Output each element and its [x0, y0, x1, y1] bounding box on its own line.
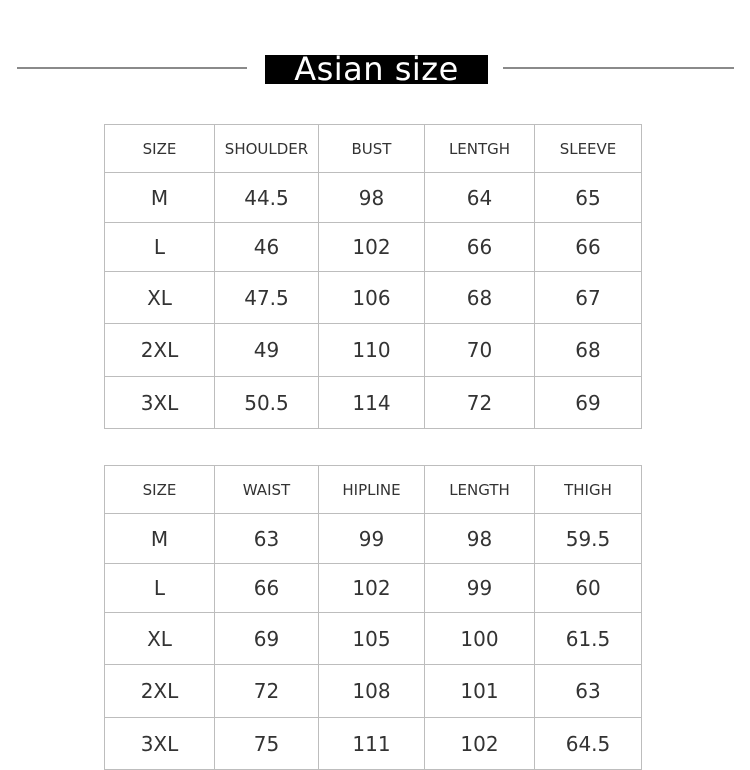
table-row: [105, 223, 642, 272]
table-cell: 3XL: [105, 718, 215, 770]
table-cell: 50.5: [215, 377, 319, 429]
table-cell: 47.5: [215, 272, 319, 324]
table-row: [105, 514, 642, 564]
header-cell: HIPLINE: [319, 466, 425, 514]
table-cell: 106: [319, 272, 425, 324]
header-cell: SHOULDER: [215, 125, 319, 173]
table-cell: 108: [319, 665, 425, 718]
table-cell: 60: [535, 564, 642, 613]
header-cell: THIGH: [535, 466, 642, 514]
table-cell: 100: [425, 613, 535, 665]
table-cell: 49: [215, 324, 319, 377]
table-cell: XL: [105, 613, 215, 665]
table-cell: 98: [425, 514, 535, 564]
table-row: [105, 665, 642, 718]
table-cell: 67: [535, 272, 642, 324]
table-cell: 110: [319, 324, 425, 377]
title-divider-right: [503, 67, 734, 69]
table-cell: L: [105, 223, 215, 272]
table-cell: 101: [425, 665, 535, 718]
table-row: [105, 173, 642, 223]
section-title: Asian size: [265, 55, 488, 84]
title-divider-left: [17, 67, 247, 69]
bottom-size-table: [104, 465, 642, 770]
table-cell: 102: [319, 564, 425, 613]
table-cell: 65: [535, 173, 642, 223]
header-cell: SLEEVE: [535, 125, 642, 173]
table-cell: 3XL: [105, 377, 215, 429]
table-cell: 59.5: [535, 514, 642, 564]
table-cell: 70: [425, 324, 535, 377]
table-cell: 72: [425, 377, 535, 429]
header-cell: WAIST: [215, 466, 319, 514]
header-cell: LENGTH: [425, 466, 535, 514]
table-cell: 68: [425, 272, 535, 324]
table-row: [105, 272, 642, 324]
table-cell: 2XL: [105, 665, 215, 718]
table-cell: 111: [319, 718, 425, 770]
table-row: [105, 718, 642, 770]
table-cell: 2XL: [105, 324, 215, 377]
table-cell: 98: [319, 173, 425, 223]
table-cell: 99: [319, 514, 425, 564]
table-cell: 102: [425, 718, 535, 770]
table-cell: 114: [319, 377, 425, 429]
table-cell: 66: [535, 223, 642, 272]
table-cell: 63: [535, 665, 642, 718]
table-row: [105, 564, 642, 613]
table-cell: 63: [215, 514, 319, 564]
table-cell: 44.5: [215, 173, 319, 223]
table-cell: 46: [215, 223, 319, 272]
table-cell: 61.5: [535, 613, 642, 665]
table-cell: XL: [105, 272, 215, 324]
table-cell: 72: [215, 665, 319, 718]
table-header-row: [105, 125, 642, 173]
table-cell: 69: [535, 377, 642, 429]
table-cell: 68: [535, 324, 642, 377]
table-cell: 69: [215, 613, 319, 665]
table-cell: 64.5: [535, 718, 642, 770]
table-header-row: [105, 466, 642, 514]
table-row: [105, 377, 642, 429]
table-cell: 66: [215, 564, 319, 613]
table-cell: L: [105, 564, 215, 613]
table-cell: M: [105, 514, 215, 564]
header-cell: SIZE: [105, 125, 215, 173]
table-cell: 99: [425, 564, 535, 613]
header-cell: BUST: [319, 125, 425, 173]
table-cell: M: [105, 173, 215, 223]
header-cell: SIZE: [105, 466, 215, 514]
table-cell: 105: [319, 613, 425, 665]
table-row: [105, 613, 642, 665]
table-cell: 64: [425, 173, 535, 223]
table-cell: 102: [319, 223, 425, 272]
table-cell: 75: [215, 718, 319, 770]
top-size-table: [104, 124, 642, 429]
table-row: [105, 324, 642, 377]
table-cell: 66: [425, 223, 535, 272]
header-cell: LENTGH: [425, 125, 535, 173]
